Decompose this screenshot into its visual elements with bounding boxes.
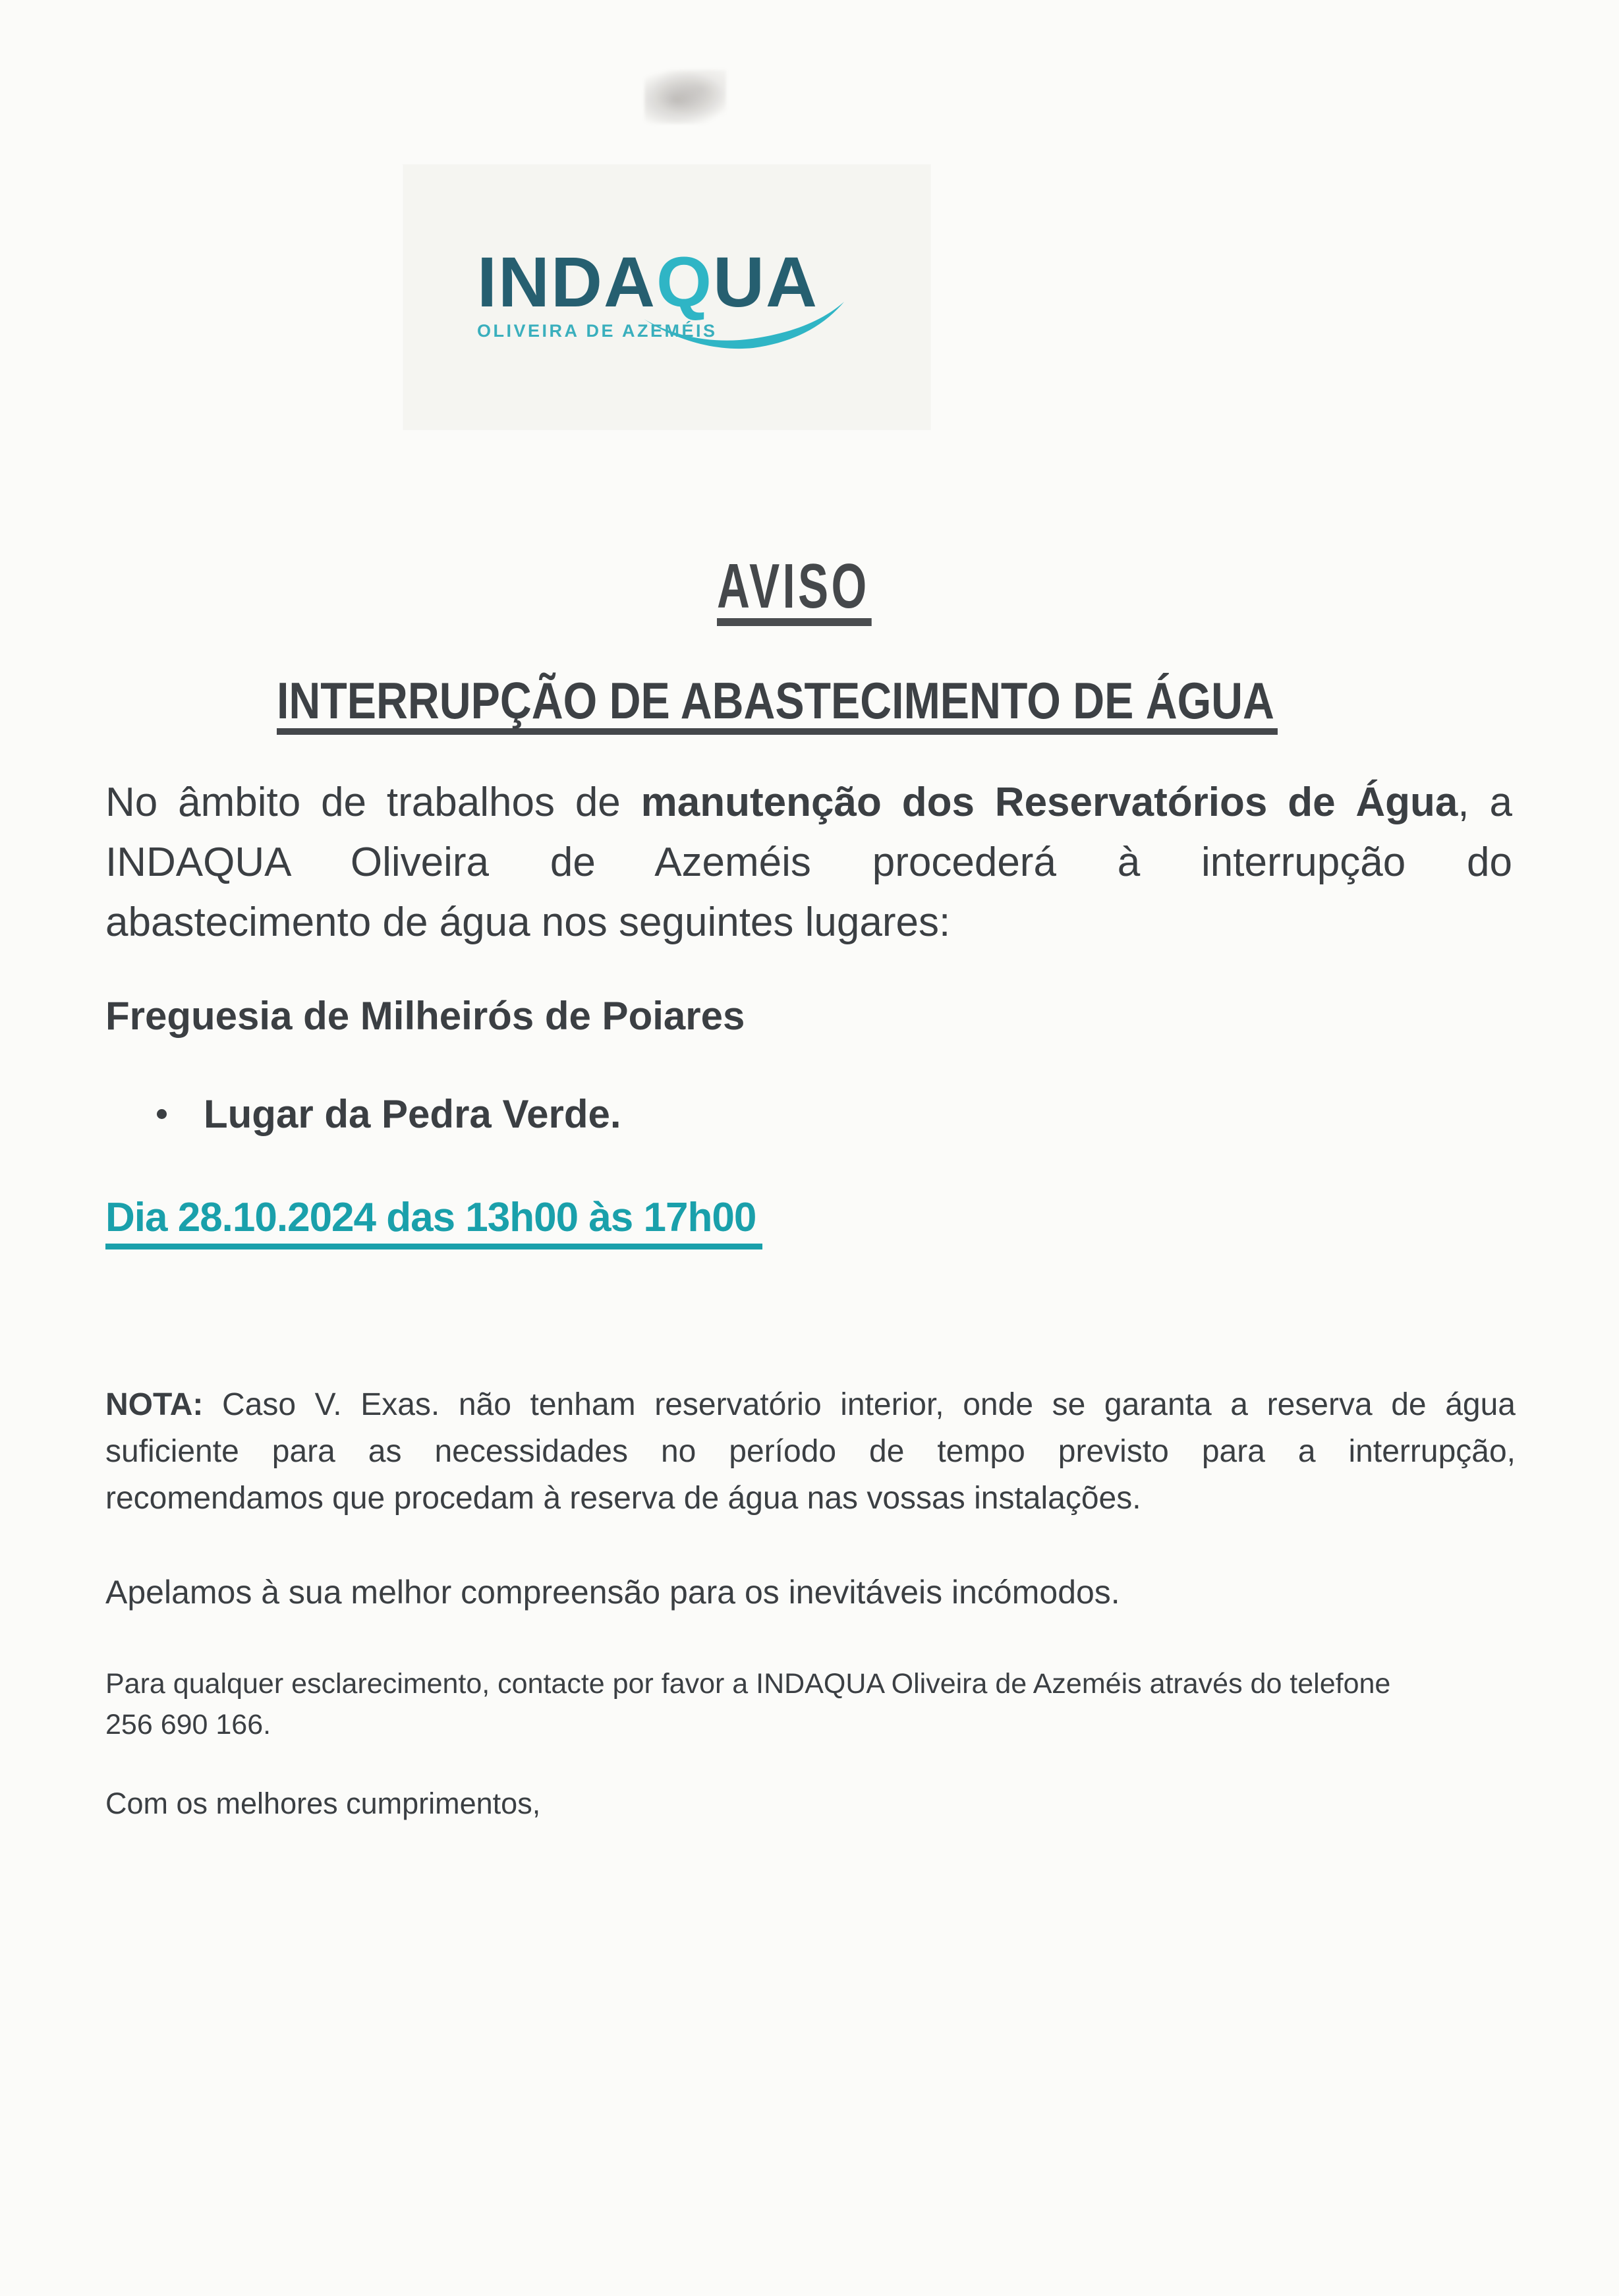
notice-title-wrap [717, 551, 932, 637]
bullet-dot-icon [157, 1109, 167, 1119]
notice-subtitle: INTERRUPÇÃO DE ABASTECIMENTO DE ÁGUA [277, 675, 1278, 735]
appeal-text: Apelamos à sua melhor compreensão para os inevitáveis incómodos. [105, 1574, 1120, 1611]
text-line: 256 690 166. [105, 1709, 271, 1740]
contact-paragraph [105, 1663, 1568, 1745]
text-line: NOTA: Caso V. Exas. não tenham reservatório interior, onde se garanta a reserva de água [105, 1387, 1516, 1422]
bullet-item-label: Lugar da Pedra Verde. [204, 1092, 621, 1136]
closing-text: Com os melhores cumprimentos, [105, 1787, 541, 1820]
logo-subtitle: OLIVEIRA DE AZEMÉIS [477, 321, 718, 341]
text-line: abastecimento de água nos seguintes lugares: [105, 900, 951, 945]
intro-paragraph [105, 772, 1512, 952]
scan-smudge [644, 70, 726, 124]
indaqua-logo [403, 165, 930, 430]
notice-subtitle-wrap [277, 672, 1454, 741]
text-line: Para qualquer esclarecimento, contacte por favor a INDAQUA Oliveira de Azeméis através do telefone [105, 1668, 1391, 1700]
schedule-heading-wrap [105, 1195, 762, 1251]
schedule-heading: Dia 28.10.2024 das 13h00 às 17h00 [105, 1195, 762, 1249]
text-line: recomendamos que procedam à reserva de água nas vossas instalações. [105, 1481, 1141, 1516]
nota-paragraph [105, 1381, 1516, 1522]
logo-text-q: Q [656, 242, 714, 322]
logo-text-inda: INDA [477, 242, 656, 322]
area-heading: Freguesia de Milheirós de Poiares [105, 994, 745, 1038]
text-line: suficiente para as necessidades no período de tempo previsto para a interrupção, [105, 1434, 1516, 1469]
text-line: No âmbito de trabalhos de manutenção dos Reservatórios de Água, a [105, 780, 1512, 825]
logo-text-ua: UA [713, 242, 819, 322]
bullet-item [157, 1091, 621, 1137]
notice-title: AVISO [717, 555, 871, 626]
text-line: INDAQUA Oliveira de Azeméis procederá à interrupção do [105, 840, 1512, 885]
